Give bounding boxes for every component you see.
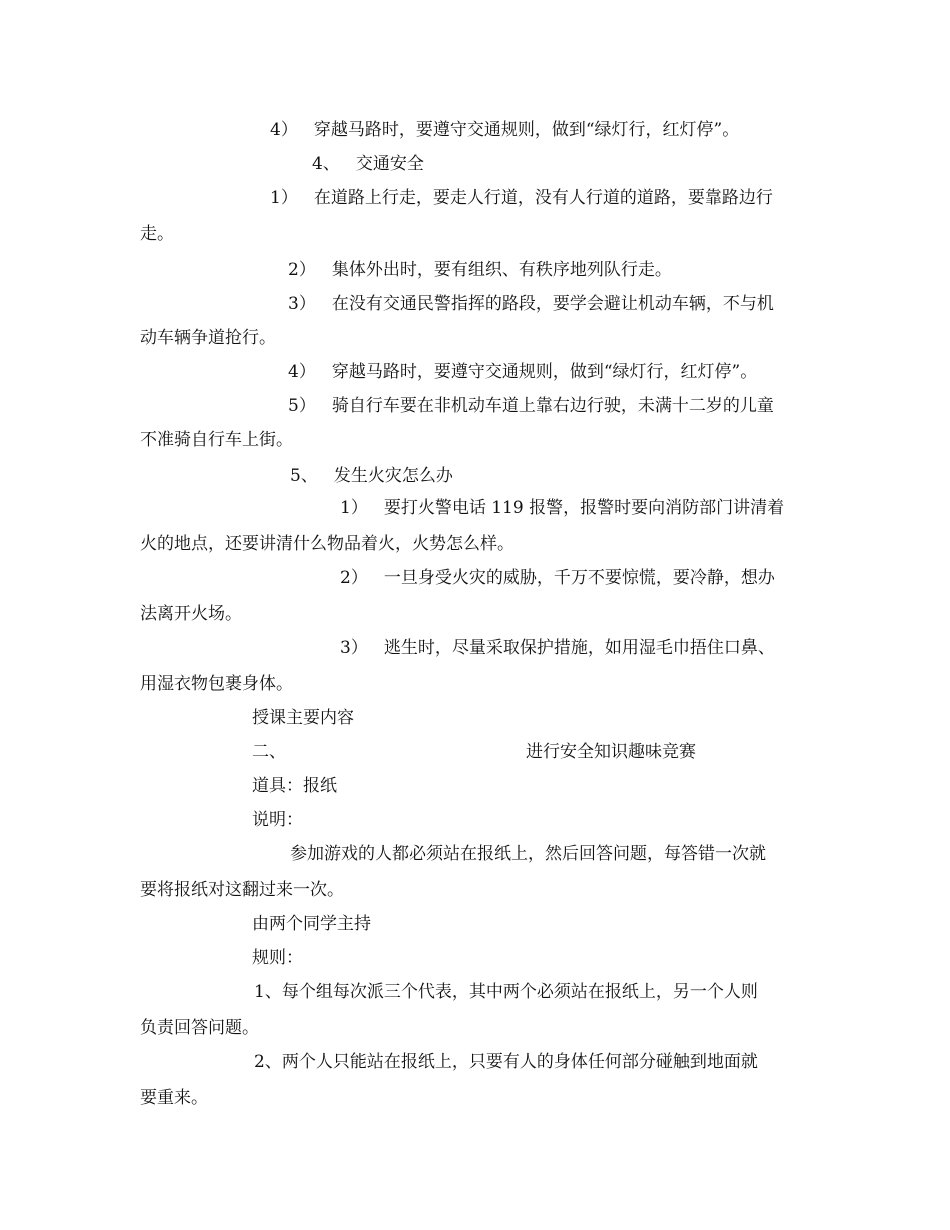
text-line (140, 602, 242, 626)
text-line (270, 186, 773, 210)
text-line (252, 912, 371, 936)
text-line (140, 222, 174, 246)
text-line (340, 566, 775, 590)
text-line (340, 636, 775, 660)
section-heading (252, 706, 354, 730)
text-line (140, 1086, 208, 1110)
list-number: 1） (270, 188, 298, 208)
line-text: 火的地点，还要讲清什么物品着火，火势怎么样。 (140, 534, 514, 554)
text-line (270, 118, 739, 142)
line-text: 说明： (252, 810, 303, 830)
text-line (340, 496, 784, 520)
line-text: 不准骑自行车上街。 (140, 430, 293, 450)
section-heading (312, 152, 424, 176)
line-text: 进行安全知识趣味竞赛 (526, 742, 696, 762)
line-text: 动车辆争道抢行。 (140, 328, 276, 348)
text-line (252, 774, 337, 798)
line-text: 在没有交通民警指挥的路段，要学会避让机动车辆，不与机 (331, 294, 774, 314)
line-text: 在道路上行走，要走人行道，没有人行道的道路，要靠路边行 (313, 188, 773, 208)
text-line (140, 878, 344, 902)
text-line (140, 326, 276, 350)
line-text: 授课主要内容 (252, 708, 354, 728)
list-number: 5、 (290, 466, 318, 486)
line-text: 骑自行车要在非机动车道上靠右边行驶，未满十二岁的儿童 (331, 396, 774, 416)
line-text: 法离开火场。 (140, 604, 242, 624)
text-line (288, 394, 774, 418)
list-number: 二、 (252, 742, 286, 762)
line-text: 逃生时，尽量采取保护措施，如用湿毛巾捂住口鼻、 (383, 638, 775, 658)
list-number: 1） (340, 498, 368, 518)
line-text: 规则： (252, 948, 303, 968)
text-line (140, 532, 514, 556)
line-text: 用湿衣物包裹身体。 (140, 674, 293, 694)
line-text: 负责回答问题。 (140, 1018, 259, 1038)
text-line (290, 842, 766, 866)
list-number: 4） (288, 362, 316, 382)
line-text: 发生火灾怎么办 (333, 466, 453, 486)
list-number: 4） (270, 120, 298, 140)
line-text: 走。 (140, 224, 174, 244)
line-text: 一旦身受火灾的威胁，千万不要惊慌，要冷静，想办 (383, 568, 775, 588)
list-number: 5） (288, 396, 316, 416)
line-text: 参加游戏的人都必须站在报纸上，然后回答问题，每答错一次就 (290, 844, 766, 864)
line-text: 穿越马路时，要遵守交通规则，做到“绿灯行，红灯停”。 (313, 120, 740, 140)
text-line (288, 360, 757, 384)
text-line (254, 1050, 758, 1074)
line-text: 穿越马路时，要遵守交通规则，做到“绿灯行，红灯停”。 (331, 362, 758, 382)
text-line (288, 292, 774, 316)
line-text: 交通安全 (355, 154, 424, 174)
line-text: 集体外出时，要有组织、有秩序地列队行走。 (331, 260, 672, 280)
line-text: 1、每个组每次派三个代表，其中两个必须站在报纸上，另一个人则 (254, 982, 758, 1002)
text-line (140, 672, 293, 696)
line-text: 道具：报纸 (252, 776, 337, 796)
line-text: 要将报纸对这翻过来一次。 (140, 880, 344, 900)
text-line (252, 946, 303, 970)
list-number: 3） (340, 638, 368, 658)
text-line (288, 258, 672, 282)
line-text: 由两个同学主持 (252, 914, 371, 934)
section-heading (252, 740, 696, 764)
list-number: 2） (288, 260, 316, 280)
text-line (252, 808, 303, 832)
line-text: 要重来。 (140, 1088, 208, 1108)
list-number: 3） (288, 294, 316, 314)
text-line (140, 428, 293, 452)
section-heading (290, 464, 453, 488)
text-line (254, 980, 758, 1004)
list-number: 4、 (312, 154, 340, 174)
list-number: 2） (340, 568, 368, 588)
line-text: 要打火警电话 119 报警，报警时要向消防部门讲清着 (383, 498, 785, 518)
text-line (140, 1016, 259, 1040)
line-text: 2、两个人只能站在报纸上，只要有人的身体任何部分碰触到地面就 (254, 1052, 758, 1072)
